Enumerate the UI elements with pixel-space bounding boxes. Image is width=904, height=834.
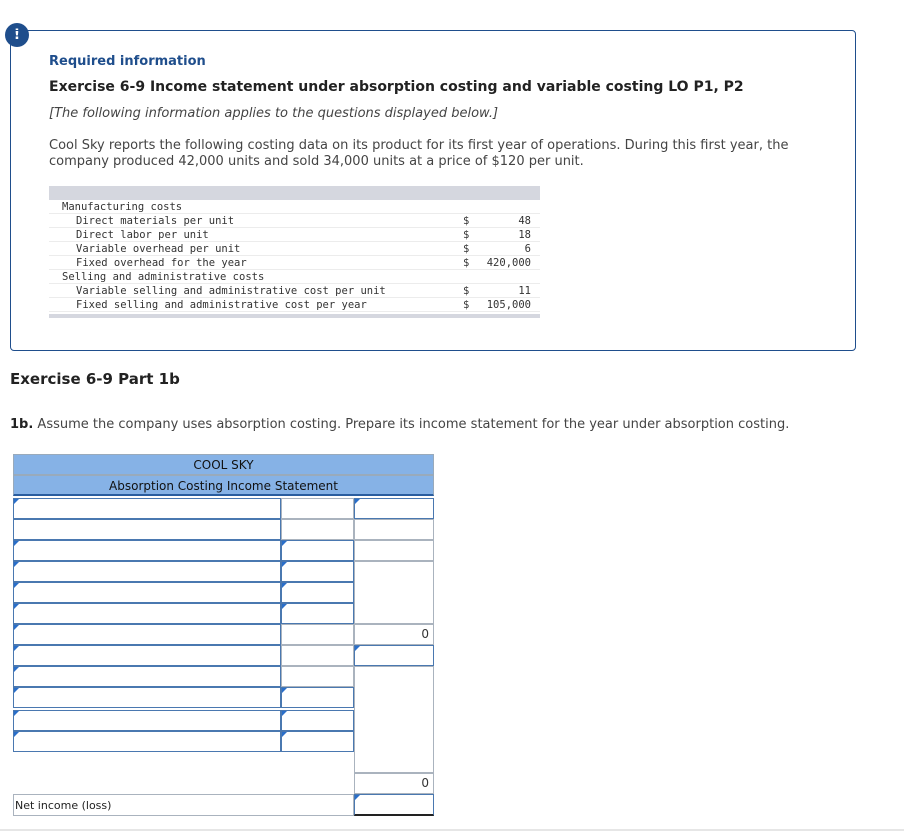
- amount-input[interactable]: [281, 519, 354, 540]
- account-label-input[interactable]: [13, 710, 281, 731]
- amount-input[interactable]: [281, 687, 354, 708]
- problem-description: Cool Sky reports the following costing data on its product for its first year of operations. During this first year, the company produced 42,000 units and sold 34,000 units at a price of $120 per unit.: [49, 138, 789, 169]
- total-input[interactable]: [354, 519, 434, 540]
- account-label-input[interactable]: [13, 498, 281, 519]
- dropdown-indicator-icon: [14, 646, 19, 651]
- total-input: [354, 561, 434, 624]
- dropdown-indicator-icon: [14, 562, 19, 567]
- row-label: Variable overhead per unit: [76, 242, 241, 255]
- account-label-input[interactable]: [13, 603, 281, 624]
- account-label-input[interactable]: [13, 561, 281, 582]
- row-value: 420,000: [486, 256, 531, 269]
- dropdown-indicator-icon: [14, 541, 19, 546]
- row-currency: $: [463, 298, 470, 311]
- total-input[interactable]: [354, 645, 434, 666]
- row-currency: $: [463, 242, 470, 255]
- dropdown-indicator-icon: [282, 604, 287, 609]
- dropdown-indicator-icon: [14, 604, 19, 609]
- amount-input[interactable]: [281, 582, 354, 603]
- question-number: 1b.: [10, 417, 34, 432]
- dropdown-indicator-icon: [282, 541, 287, 546]
- dropdown-indicator-icon: [14, 625, 19, 630]
- account-label-input[interactable]: [13, 687, 281, 708]
- dropdown-indicator-icon: [282, 562, 287, 567]
- amount-input[interactable]: [281, 645, 354, 666]
- row-label: Direct labor per unit: [76, 228, 209, 241]
- subtotal-value: 0: [421, 776, 429, 790]
- amount-input[interactable]: [281, 710, 354, 731]
- row-label: Fixed overhead for the year: [76, 256, 247, 269]
- total-input[interactable]: [354, 498, 434, 519]
- account-label-input[interactable]: [13, 540, 281, 561]
- dropdown-indicator-icon: [355, 646, 360, 651]
- total-input[interactable]: [354, 540, 434, 561]
- row-currency: $: [463, 214, 470, 227]
- question-text: [10, 417, 789, 432]
- row-value: 48: [518, 214, 531, 227]
- amount-input[interactable]: [281, 666, 354, 687]
- dropdown-indicator-icon: [282, 583, 287, 588]
- amount-input[interactable]: [281, 561, 354, 582]
- row-label: Fixed selling and administrative cost per year: [76, 298, 367, 311]
- page-bottom-divider: [0, 829, 904, 831]
- row-currency: $: [463, 284, 470, 297]
- dropdown-indicator-icon: [282, 711, 287, 716]
- account-label-input[interactable]: [13, 731, 281, 752]
- account-label-input[interactable]: [13, 645, 281, 666]
- question-body: Assume the company uses absorption costing. Prepare its income statement for the year under absorption costing.: [33, 417, 790, 432]
- costing-row: [49, 214, 540, 228]
- income-statement-table: [13, 454, 434, 818]
- amount-input[interactable]: [281, 603, 354, 624]
- row-value: 11: [518, 284, 531, 297]
- account-label-input[interactable]: [13, 666, 281, 687]
- subtotal-cell: [354, 773, 434, 794]
- exercise-title: Exercise 6-9 Income statement under absorption costing and variable costing LO P1, P2: [49, 79, 744, 95]
- table-bottom-bar: [49, 314, 540, 318]
- dropdown-indicator-icon: [14, 732, 19, 737]
- costing-data-table: [49, 186, 540, 318]
- costing-row: [49, 284, 540, 298]
- required-information-title: Required information: [49, 54, 206, 69]
- dropdown-indicator-icon: [355, 795, 360, 800]
- dropdown-indicator-icon: [14, 583, 19, 588]
- row-label: Manufacturing costs: [62, 200, 183, 213]
- blank-cell: [13, 752, 354, 773]
- subtotal-cell: [354, 624, 434, 645]
- table-top-bar: [49, 186, 540, 200]
- dropdown-indicator-icon: [355, 499, 360, 504]
- account-label-input[interactable]: [13, 624, 281, 645]
- dropdown-indicator-icon: [282, 732, 287, 737]
- amount-input[interactable]: [281, 731, 354, 752]
- row-label: Variable selling and administrative cost per unit: [76, 284, 386, 297]
- row-label: Selling and administrative costs: [62, 270, 265, 283]
- costing-row: [49, 256, 540, 270]
- costing-row: [49, 200, 540, 214]
- amount-input[interactable]: [281, 540, 354, 561]
- row-value: 18: [518, 228, 531, 241]
- row-value: 105,000: [486, 298, 531, 311]
- costing-row: [49, 298, 540, 312]
- costing-row: [49, 242, 540, 256]
- dropdown-indicator-icon: [14, 688, 19, 693]
- row-label: Direct materials per unit: [76, 214, 235, 227]
- part-title: Exercise 6-9 Part 1b: [10, 370, 180, 388]
- net-income-label: Net income (loss): [15, 799, 112, 812]
- account-label-input[interactable]: [13, 582, 281, 603]
- net-income-input[interactable]: [354, 794, 434, 816]
- subtotal-value: 0: [421, 627, 429, 641]
- costing-row: [49, 270, 540, 284]
- statement-title-header: Absorption Costing Income Statement: [13, 475, 434, 496]
- row-currency: $: [463, 256, 470, 269]
- row-value: 6: [524, 242, 531, 255]
- alert-icon: !: [5, 23, 29, 47]
- dropdown-indicator-icon: [282, 688, 287, 693]
- account-label-input[interactable]: [13, 519, 281, 540]
- amount-input[interactable]: [281, 624, 354, 645]
- costing-row: [49, 228, 540, 242]
- row-currency: $: [463, 228, 470, 241]
- dropdown-indicator-icon: [14, 667, 19, 672]
- instruction-note: [The following information applies to the questions displayed below.]: [49, 106, 499, 121]
- total-input: [354, 666, 434, 773]
- company-name-header: COOL SKY: [13, 454, 434, 475]
- dropdown-indicator-icon: [14, 711, 19, 716]
- required-information-panel: [10, 30, 856, 351]
- amount-input[interactable]: [281, 498, 354, 519]
- dropdown-indicator-icon: [14, 499, 19, 504]
